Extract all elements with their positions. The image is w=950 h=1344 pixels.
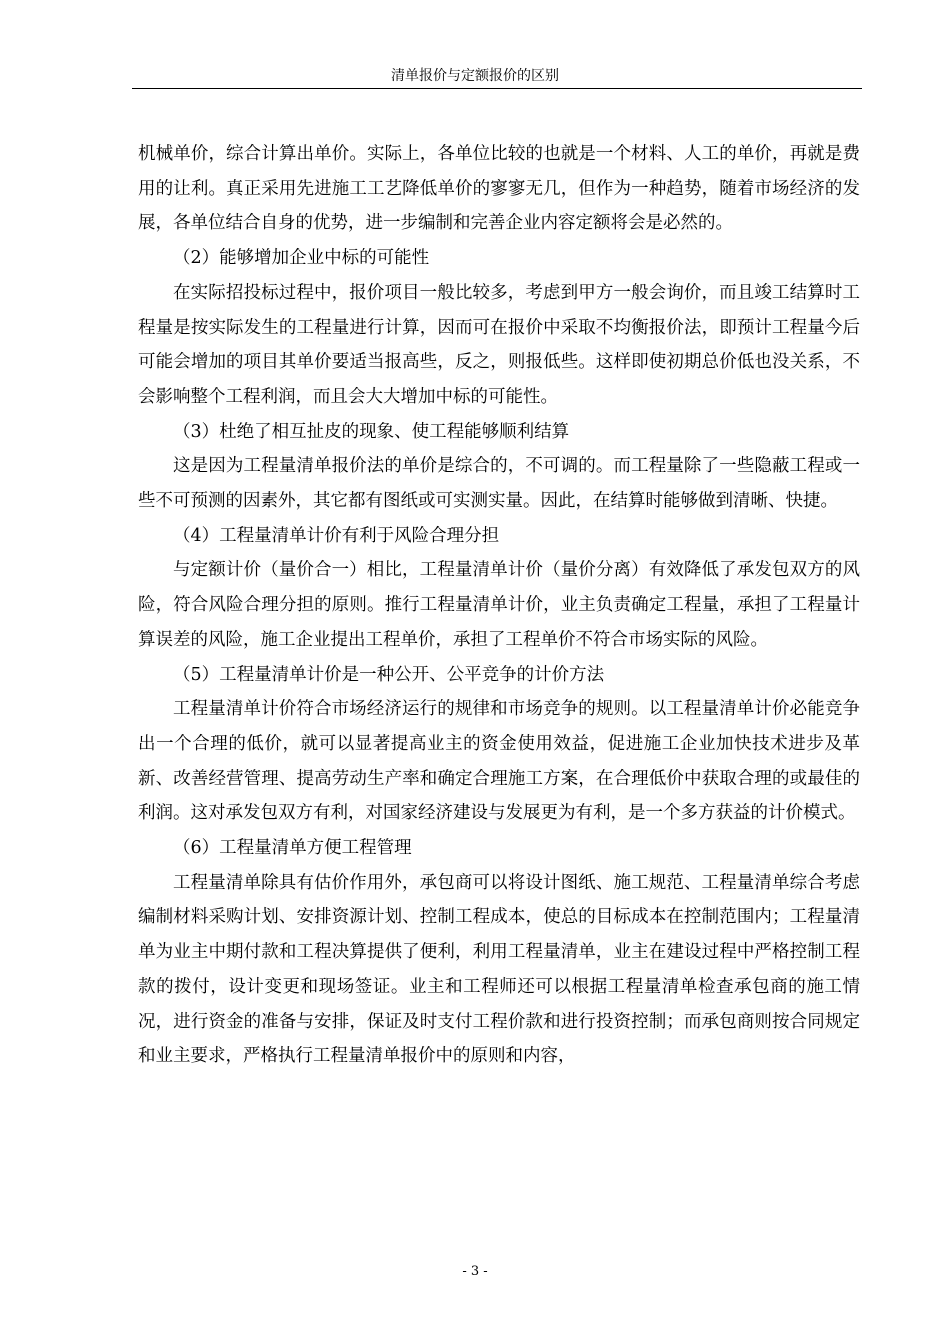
- page-number: - 3 -: [462, 1264, 488, 1279]
- paragraph-6: 工程量清单除具有估价作用外，承包商可以将设计图纸、施工规范、工程量清单综合考虑编制材料采购计划、安排资源计划、控制工程成本，使总的目标成本在控制范围内；工程量清单为业主中期付款和工程决算提供了便利，利用工程量清单，业主在建设过程中严格控制工程款的拨付，设计变更和现场签证。业主和工程师还可以根据工程量清单检查承包商的施工情况，进行资金的准备与安排，保证及时支付工程价款和进行投资控制；而承包商则按合同规定和业主要求，严格执行工程量清单报价中的原则和内容，: [138, 872, 860, 1067]
- paragraph-3: 这是因为工程量清单报价法的单价是综合的，不可调的。而工程量除了一些隐蔽工程或一些不可预测的因素外，其它都有图纸或可实测实量。因此，在结算时能够做到清晰、快捷。: [138, 456, 860, 512]
- section-heading-6: （6）工程量清单方便工程管理: [173, 838, 412, 859]
- paragraph-2: 在实际招投标过程中，报价项目一般比较多，考虑到甲方一般会询价，而且竣工结算时工程量是按实际发生的工程量进行计算，因而可在报价中采取不均衡报价法，即预计工程量今后可能会增加的项目其单价要适当报高些，反之，则报低些。这样即使初期总价低也没关系，不会影响整个工程利润，而且会大大增加中标的可能性。: [138, 282, 860, 407]
- paragraph-5: 工程量清单计价符合市场经济运行的规律和市场竞争的规则。以工程量清单计价必能竞争出一个合理的低价，就可以显著提高业主的资金使用效益，促进施工企业加快技术进步及革新、改善经营管理、提高劳动生产率和确定合理施工方案，在合理低价中获取合理的或最佳的利润。这对承发包双方有利，对国家经济建设与发展更为有利，是一个多方获益的计价模式。: [138, 699, 860, 824]
- section-heading-5: （5）工程量清单计价是一种公开、公平竞争的计价方法: [173, 664, 605, 685]
- section-heading-3: （3）杜绝了相互扯皮的现象、使工程能够顺利结算: [173, 421, 570, 442]
- document-body: [138, 137, 860, 1074]
- section-heading-2: （2）能够增加企业中标的可能性: [173, 248, 430, 269]
- paragraph-continuation: 机械单价，综合计算出单价。实际上，各单位比较的也就是一个材料、人工的单价，再就是费用的让利。真正采用先进施工工艺降低单价的寥寥无几，但作为一种趋势，随着市场经济的发展，各单位结合自身的优势，进一步编制和完善企业内容定额将会是必然的。: [138, 144, 860, 234]
- running-header-title: 清单报价与定额报价的区别: [391, 68, 559, 84]
- section-heading-4: （4）工程量清单计价有利于风险合理分担: [173, 525, 500, 546]
- paragraph-4: 与定额计价（量价合一）相比，工程量清单计价（量价分离）有效降低了承发包双方的风险，符合风险合理分担的原则。推行工程量清单计价，业主负责确定工程量，承担了工程量计算误差的风险，施工企业提出工程单价，承担了工程单价不符合市场实际的风险。: [138, 560, 860, 650]
- header-rule: [132, 88, 862, 89]
